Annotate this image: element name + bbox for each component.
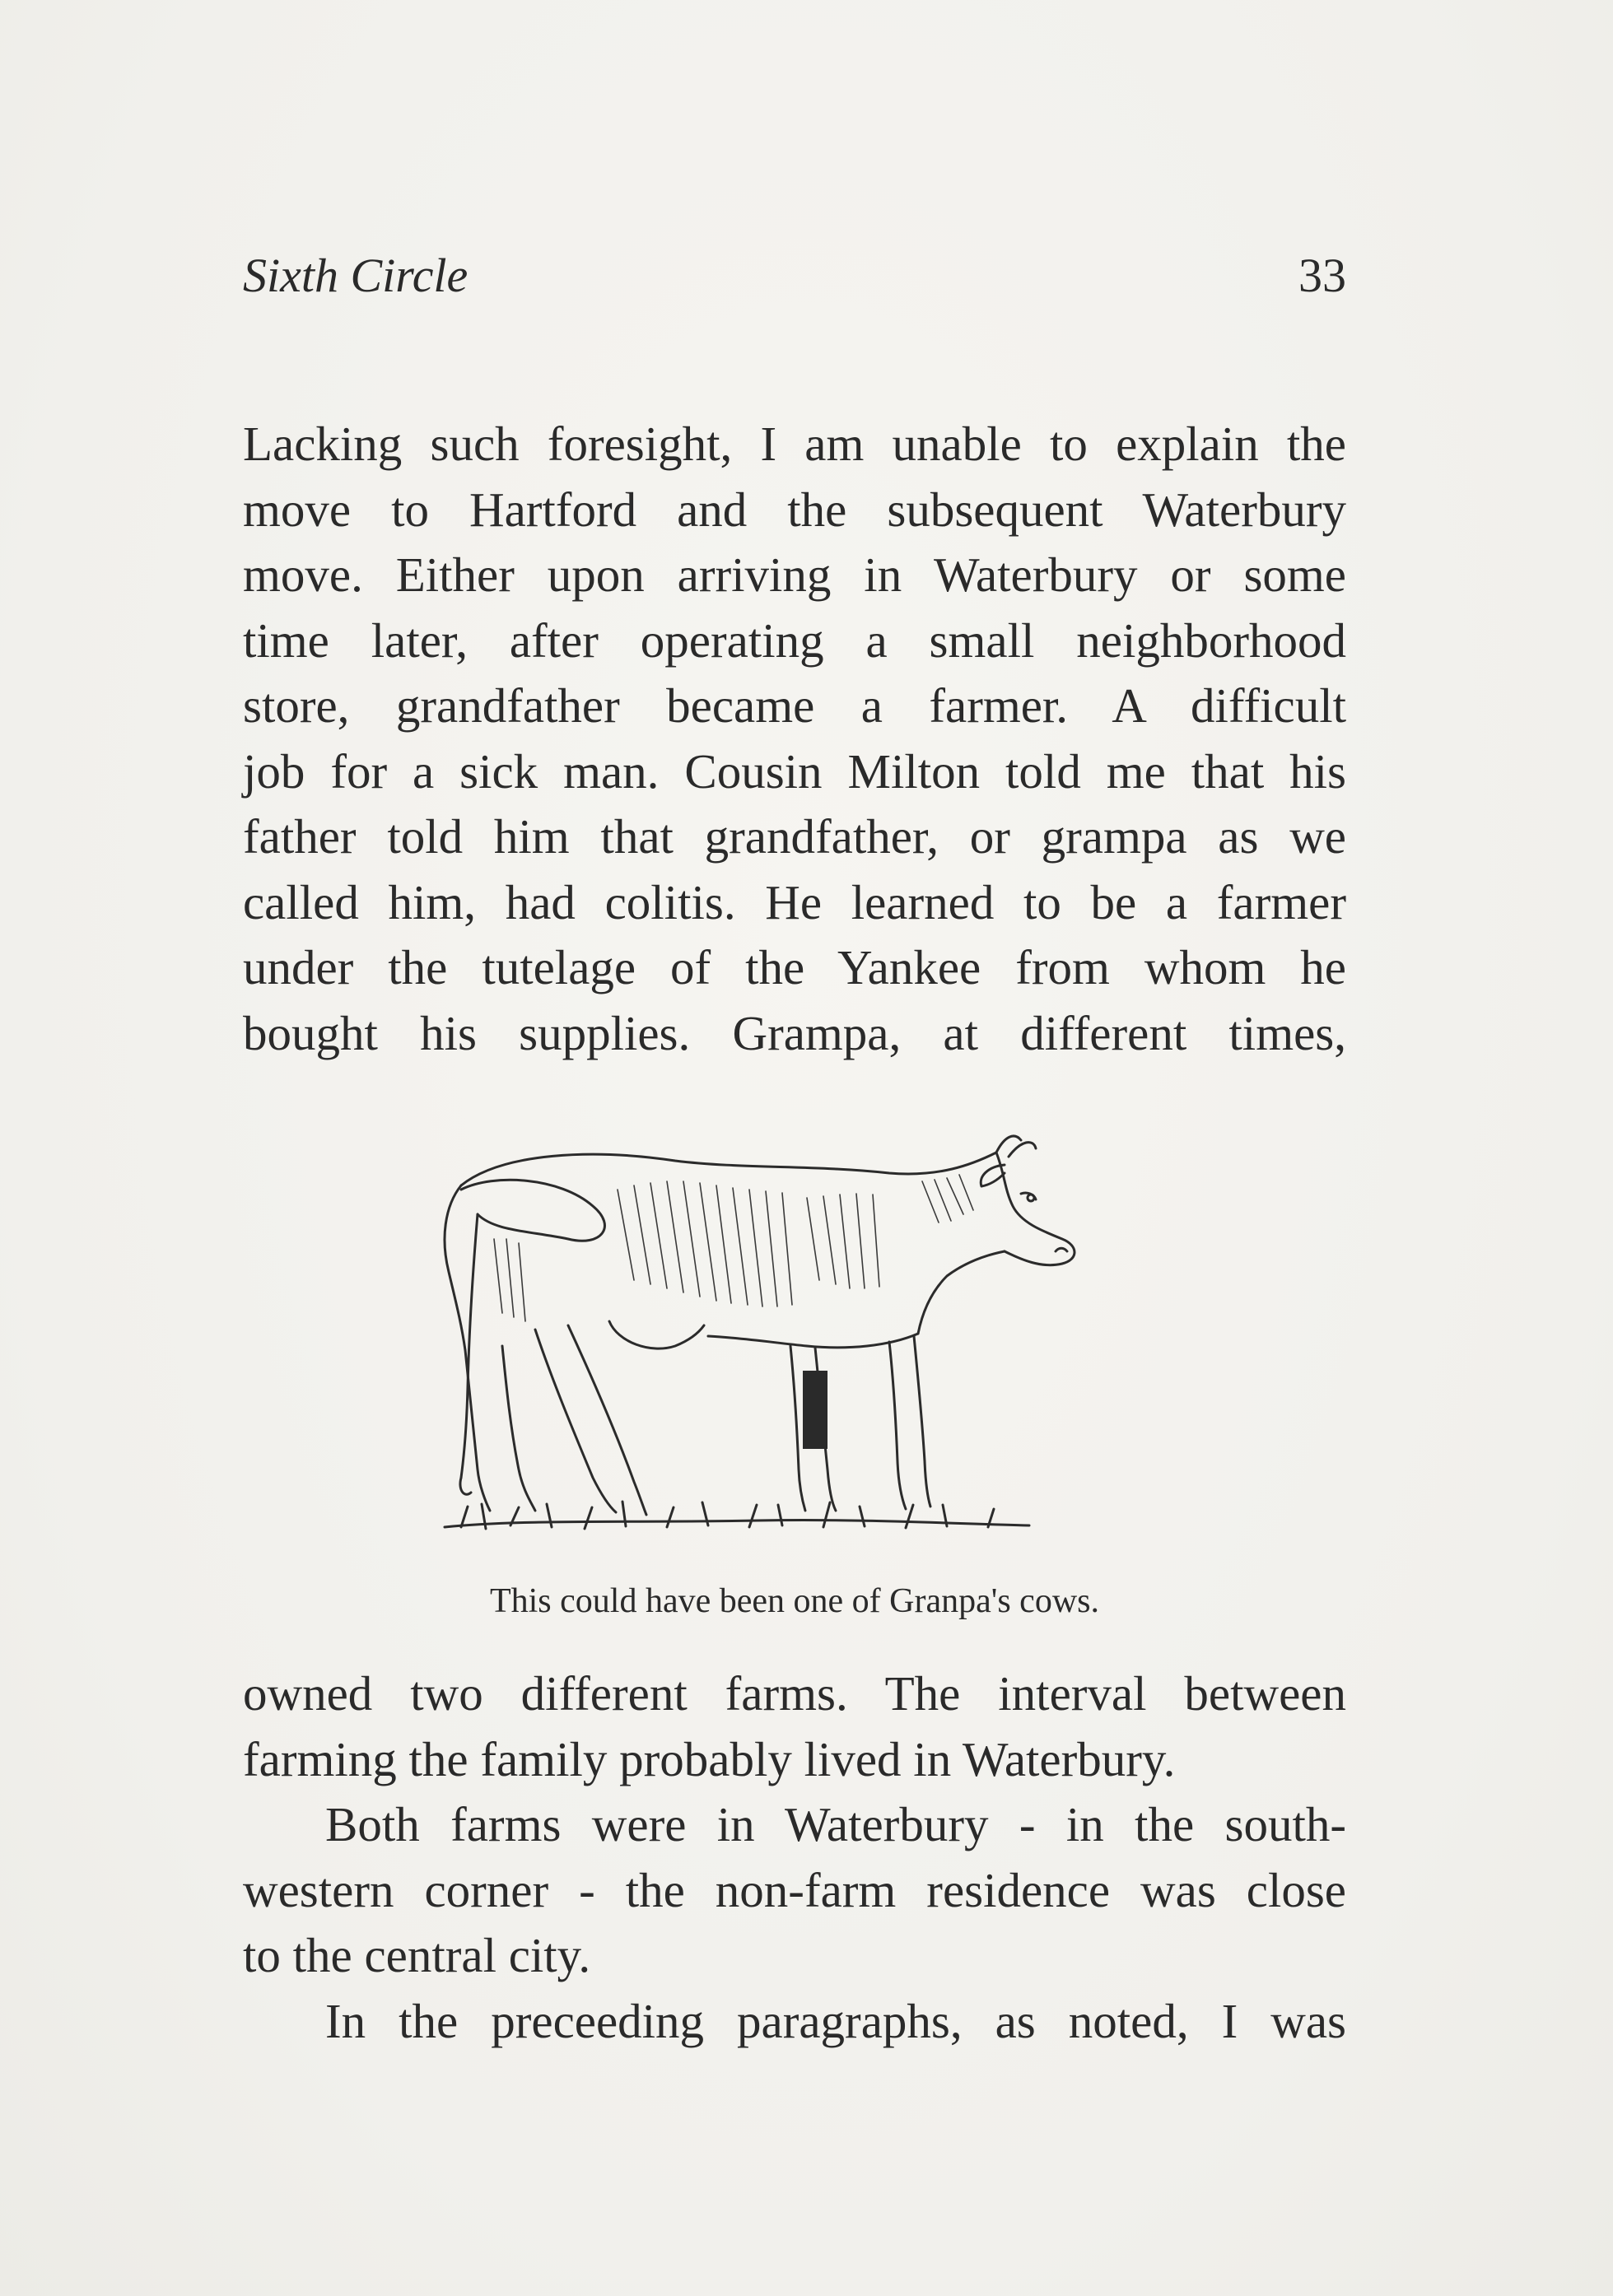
text-line: move. Either upon arriving in Waterbury or some	[243, 547, 1346, 602]
text-line: move to Hartford and the subsequent Waterbury	[243, 482, 1346, 537]
text-line: under the tutelage of the Yankee from whom he	[243, 940, 1346, 994]
text-line: Lacking such foresight, I am unable to explain the	[243, 417, 1346, 471]
text-line: western corner - the non-farm residence was close	[243, 1862, 1346, 1917]
text-line: Both farms were in Waterbury - in the south-	[325, 1797, 1346, 1851]
page-number: 33	[1298, 249, 1346, 302]
text-line: called him, had colitis. He learned to be a farmer	[243, 874, 1346, 929]
text-line: owned two different farms. The interval between	[243, 1666, 1346, 1721]
paragraph	[243, 412, 1346, 1066]
body-text-bottom	[243, 1661, 1346, 2054]
text-line: father told him that grandfather, or grampa as we	[243, 809, 1346, 864]
text-line: job for a sick man. Cousin Milton told me that his	[243, 743, 1346, 799]
paragraph	[243, 1989, 1346, 2055]
text-line: store, grandfather became a farmer. A difficult	[243, 678, 1346, 733]
cow-illustration	[428, 1115, 1136, 1560]
text-line: bought his supplies. Grampa, at different times,	[243, 1005, 1346, 1060]
text-line: time later, after operating a small neighborhood	[243, 612, 1346, 668]
running-title: Sixth Circle	[243, 249, 469, 302]
text-line: to the central city.	[243, 1928, 591, 1982]
text-line: farming the family probably lived in Waterbury.	[243, 1731, 1176, 1786]
paragraph	[243, 1661, 1346, 1792]
paragraph	[243, 1792, 1346, 1989]
figure-caption: This could have been one of Granpa's cows.	[489, 1582, 1099, 1620]
running-head	[243, 247, 1346, 305]
text-line: In the preceeding paragraphs, as noted, I was	[325, 1993, 1346, 2048]
body-text-top	[243, 412, 1346, 1066]
